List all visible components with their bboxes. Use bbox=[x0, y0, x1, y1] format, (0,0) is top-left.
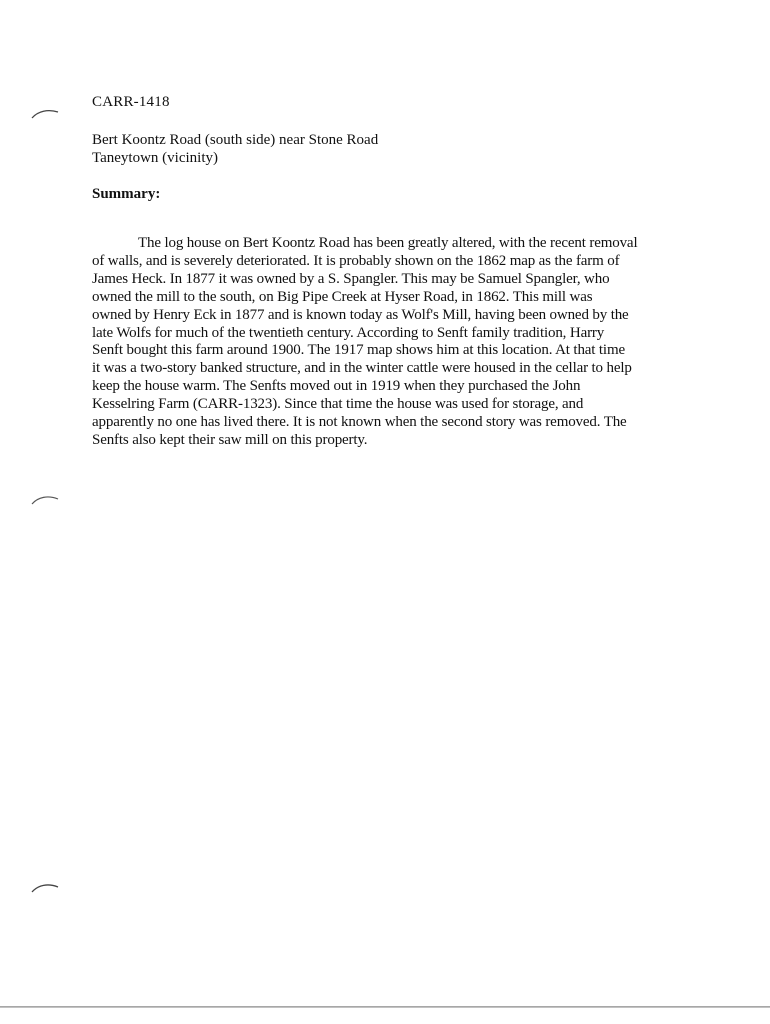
summary-line: owned by Henry Eck in 1877 and is known today as Wolf's Mill, having been owned by the bbox=[92, 306, 629, 323]
summary-line: Kesselring Farm (CARR-1323). Since that time the house was used for storage, and bbox=[92, 396, 584, 413]
summary-paragraph bbox=[92, 235, 677, 450]
location-block bbox=[92, 131, 378, 167]
scan-mark-top bbox=[30, 106, 60, 120]
location-street: Bert Koontz Road (south side) near Stone Road bbox=[92, 132, 379, 148]
summary-line: it was a two-story banked structure, and in the winter cattle were housed in the cellar to help bbox=[92, 360, 632, 377]
scan-mark-middle bbox=[30, 492, 60, 506]
summary-line: owned the mill to the south, on Big Pipe Creek at Hyser Road, in 1862. This mill was bbox=[92, 288, 593, 305]
summary-line: apparently no one has lived there. It is not known when the second story was removed. The bbox=[92, 414, 627, 431]
summary-heading: Summary: bbox=[92, 186, 161, 202]
summary-line: of walls, and is severely deteriorated. It is probably shown on the 1862 map as the farm of bbox=[92, 252, 620, 269]
scan-mark-bottom bbox=[30, 880, 60, 894]
summary-line: keep the house warm. The Senfts moved out in 1919 when they purchased the John bbox=[92, 378, 581, 395]
location-town: Taneytown (vicinity) bbox=[92, 150, 218, 166]
summary-line: Senft bought this farm around 1900. The 1917 map shows him at this location. At that time bbox=[92, 342, 625, 359]
document-id: CARR-1418 bbox=[92, 94, 170, 110]
summary-line: The log house on Bert Koontz Road has been greatly altered, with the recent removal bbox=[138, 235, 638, 251]
scan-bottom-edge bbox=[0, 1006, 770, 1008]
summary-line: late Wolfs for much of the twentieth century. According to Senft family tradition, Harry bbox=[92, 324, 605, 341]
summary-line: James Heck. In 1877 it was owned by a S. Spangler. This may be Samuel Spangler, who bbox=[92, 270, 610, 287]
summary-line: Senfts also kept their saw mill on this property. bbox=[92, 431, 368, 448]
